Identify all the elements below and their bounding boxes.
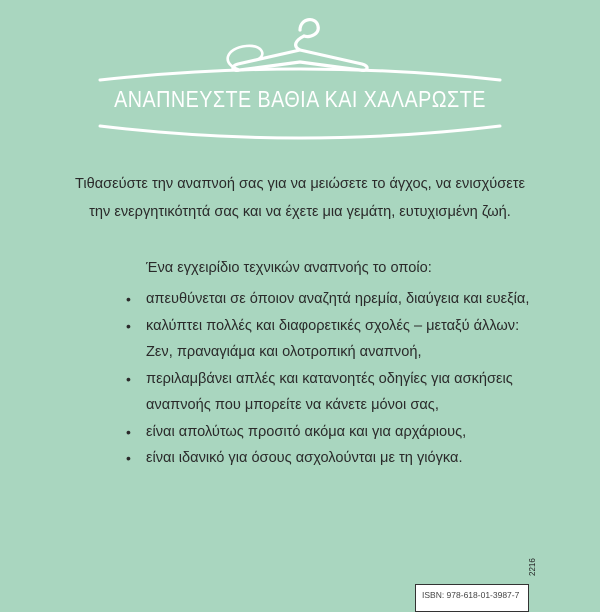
list-heading: Ένα εγχειρίδιο τεχνικών αναπνοής το οποίο: bbox=[146, 260, 432, 276]
banner-title: ΑΝΑΠΝΕΥΣΤΕ ΒΑΘΙΑ ΚΑΙ ΧΑΛΑΡΩΣΤΕ bbox=[114, 86, 486, 112]
bullet-icon: • bbox=[126, 291, 131, 307]
list-item-line: απευθύνεται σε όποιον αναζητά ηρεμία, διαύγεια και ευεξία, bbox=[146, 291, 530, 307]
bullet-icon: • bbox=[126, 370, 131, 387]
header-banner bbox=[0, 0, 600, 160]
list-item bbox=[122, 445, 562, 472]
hanger-icon bbox=[0, 0, 600, 160]
list-item-line: Ζεν, πραναγιάμα και ολοτροπική αναπνοή, bbox=[146, 344, 422, 360]
feature-list bbox=[122, 286, 562, 472]
bullet-icon: • bbox=[126, 450, 131, 466]
intro-line: την ενεργητικότητά σας και να έχετε μια γεμάτη, ευτυχισμένη ζωή. bbox=[89, 204, 511, 220]
list-item bbox=[122, 366, 562, 419]
list-item-line: καλύπτει πολλές και διαφορετικές σχολές – μεταξύ άλλων: bbox=[146, 317, 520, 334]
list-item bbox=[122, 419, 562, 446]
bullet-icon: • bbox=[126, 317, 131, 334]
isbn-barcode-box bbox=[415, 584, 529, 612]
isbn-side-code: 2216 bbox=[528, 558, 537, 576]
list-item-line: περιλαμβάνει απλές και κατανοητές οδηγίες για ασκήσεις bbox=[146, 370, 513, 387]
isbn-text: ISBN: 978-618-01-3987-7 bbox=[422, 590, 520, 600]
list-item bbox=[122, 313, 562, 366]
list-item-line: είναι απολύτως προσιτό ακόμα και για αρχάριους, bbox=[146, 423, 467, 440]
intro-paragraph bbox=[40, 170, 560, 226]
bullet-icon: • bbox=[126, 423, 131, 440]
list-item bbox=[122, 286, 562, 313]
list-item-line: αναπνοής που μπορείτε να κάνετε μόνοι σας, bbox=[146, 397, 439, 413]
list-item-line: είναι ιδανικό για όσους ασχολούνται με τη γιόγκα. bbox=[146, 450, 463, 466]
intro-line: Τιθασεύστε την αναπνοή σας για να μειώσετε το άγχος, να ενισχύσετε bbox=[74, 176, 526, 192]
